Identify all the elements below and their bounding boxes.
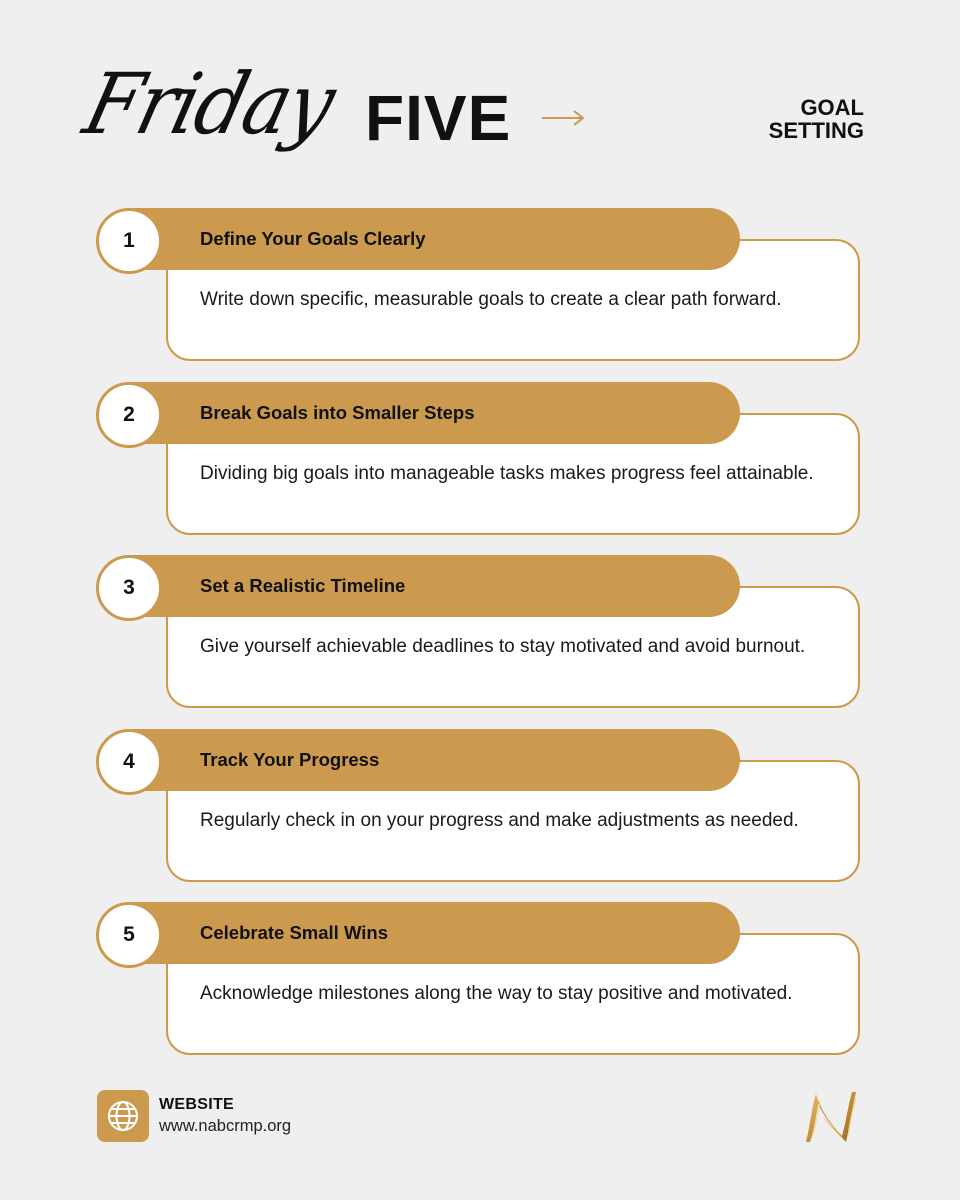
website-url[interactable]: www.nabcrmp.org xyxy=(159,1117,292,1135)
globe-icon xyxy=(106,1099,140,1133)
step-item xyxy=(96,208,864,368)
bold-title: FIVE xyxy=(365,82,512,154)
step-description: Regularly check in on your progress and make adjustments as needed. xyxy=(200,810,799,831)
step-number-badge: 4 xyxy=(96,729,162,795)
step-number-badge: 5 xyxy=(96,902,162,968)
step-item xyxy=(96,902,864,1062)
brand-logo xyxy=(802,1088,864,1146)
step-number-badge: 1 xyxy=(96,208,162,274)
website-link[interactable] xyxy=(97,1090,149,1142)
topic-label: GOAL SETTING xyxy=(768,95,864,143)
script-title: Friday xyxy=(75,55,344,153)
step-description: Acknowledge milestones along the way to stay positive and motivated. xyxy=(200,983,793,1004)
step-title: Celebrate Small Wins xyxy=(200,922,388,943)
step-item xyxy=(96,729,864,889)
step-item xyxy=(96,555,864,715)
step-title: Break Goals into Smaller Steps xyxy=(200,402,475,423)
website-label: WEBSITE xyxy=(159,1096,234,1113)
step-number-badge: 2 xyxy=(96,382,162,448)
step-item xyxy=(96,382,864,542)
step-title: Track Your Progress xyxy=(200,749,380,770)
step-title: Define Your Goals Clearly xyxy=(200,228,426,249)
step-title: Set a Realistic Timeline xyxy=(200,575,406,596)
step-description: Give yourself achievable deadlines to stay motivated and avoid burnout. xyxy=(200,636,806,657)
arrow-right-icon xyxy=(540,108,586,128)
footer xyxy=(0,1080,960,1160)
step-description: Write down specific, measurable goals to create a clear path forward. xyxy=(200,289,782,310)
header xyxy=(0,0,960,190)
step-description: Dividing big goals into manageable tasks makes progress feel attainable. xyxy=(200,463,814,484)
step-number-badge: 3 xyxy=(96,555,162,621)
